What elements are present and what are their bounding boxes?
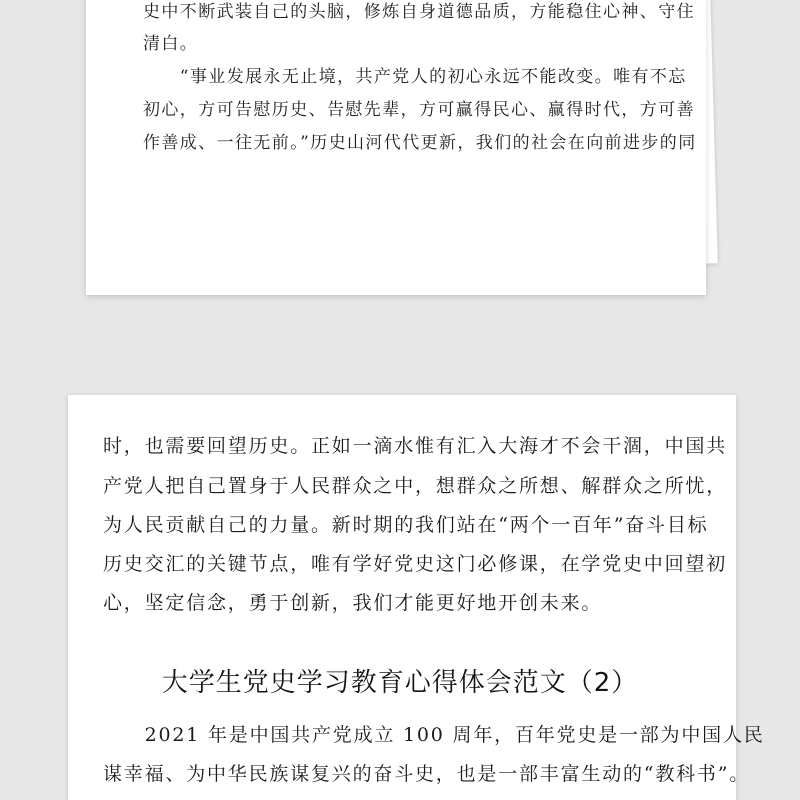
top-page-line: “事业发展永无止境，共产党人的初心永远不能改变。唯有不忘 bbox=[143, 67, 687, 87]
body-text-line: 产党人把自己置身于人民群众之中，想群众之所想、解群众之所忧， bbox=[103, 475, 728, 497]
body-text-line: 为人民贡献自己的力量。新时期的我们站在“两个一百年”奋斗目标 bbox=[103, 514, 709, 536]
top-page-line: 史中不断武装自己的头脑，修炼自身道德品质，方能稳住心神、守住 bbox=[143, 2, 695, 22]
body-text-line: 历史交汇的关键节点，唯有学好党史这门必修课，在学党史中回望初 bbox=[103, 553, 728, 575]
body-text-line: 心，坚定信念，勇于创新，我们才能更好地开创未来。 bbox=[103, 592, 603, 614]
body-text-line: 2021 年是中国共产党成立 100 周年，百年党史是一部为中国人民 bbox=[103, 724, 765, 746]
section-heading: 大学生党史学习教育心得体会范文（2） bbox=[161, 668, 639, 698]
body-text-line: 谋幸福、为中华民族谋复兴的奋斗史，也是一部丰富生动的“教科书”。 bbox=[103, 763, 751, 785]
top-page-line: 初心，方可告慰历史、告慰先辈，方可赢得民心、赢得时代，方可善 bbox=[143, 100, 695, 120]
top-page-line: 作善成、一往无前。”历史山河代代更新，我们的社会在向前进步的同 bbox=[143, 133, 697, 153]
top-page-line: 清白。 bbox=[143, 34, 199, 54]
body-text-line: 时，也需要回望历史。正如一滴水惟有汇入大海才不会干涸，中国共 bbox=[103, 435, 728, 457]
